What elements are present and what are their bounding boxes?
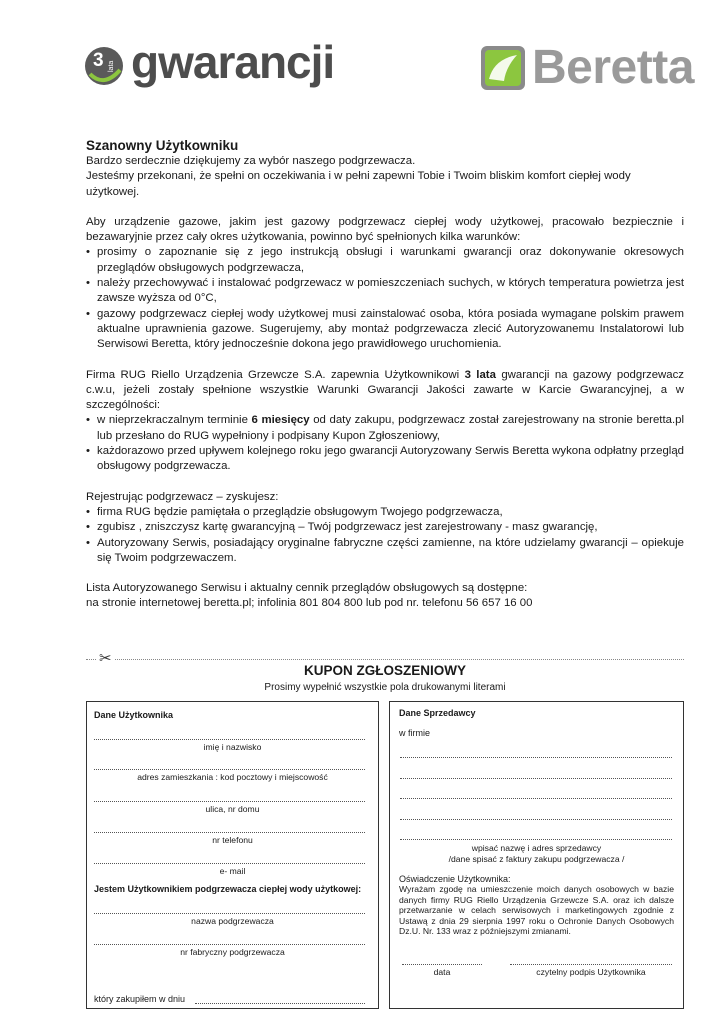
- cut-line: [86, 659, 684, 660]
- name-caption: imię i nazwisko: [203, 742, 262, 752]
- street-caption: ulica, nr domu: [205, 804, 260, 814]
- service-list-note: Lista Autoryzowanego Serwisu i aktualny cennik przeglądów obsługowych są dostępne:: [86, 582, 528, 595]
- company-label: w firmie: [399, 728, 430, 738]
- seller-input-line-4[interactable]: [400, 819, 672, 820]
- beretta-wordmark: Beretta: [532, 41, 694, 94]
- declaration-text: Wyrażam zgodę na umieszczenie moich danych osobowych w bazie danych firmy RUG Riello Urządzenia Grzewcze S.A. oraz ich dalsze przetwarzanie w celach serwisowych i marketingowych zgodnie z Ustawą z dnia 29 sierpnia 1997 roku o Ochronie Danych Osobowych Dz.U. Nr. 133 wraz z późniejszymi zmianami.: [399, 884, 674, 937]
- coupon-title: KUPON ZGŁOSZENIOWY: [304, 663, 466, 678]
- phone-input-line[interactable]: [94, 832, 365, 833]
- benefit-item: • Autoryzowany Serwis, posiadający oryginalne fabryczne części zamienne, na które udzielamy gwarancji – opiekuje się Twoim podgrzewaczem.: [86, 536, 684, 567]
- warranty-conditions-list: [86, 413, 684, 474]
- intro-line-1: Bardzo serdecznie dziękujemy za wybór naszego podgrzewacza.: [86, 155, 416, 167]
- conditions-intro: Aby urządzenie gazowe, jakim jest gazowy podgrzewacz ciepłej wody użytkowej, pracowało bezpiecznie i bezawaryjnie przez cały okres użytkowania, powinno być spełnionych kilka warunków:: [86, 215, 684, 244]
- purchase-date-label: który zakupiłem w dniu: [94, 994, 186, 1004]
- warranty-condition-item: • każdorazowo przed upływem kolejnego roku jego gwarancji Autoryzowany Serwis Beretta wykona odpłatny przegląd obsługowy podgrzewacza.: [86, 444, 684, 475]
- warranty-condition-item: • w nieprzekraczalnym terminie 6 miesięcy od daty zakupu, podgrzewacz został zarejestrowany na stronie beretta.pl lub przesłano do RUG wypełniony i podpisany Kupon Zgłoszeniowy,: [86, 413, 684, 444]
- serial-input-line[interactable]: [94, 944, 365, 945]
- benefits-list: [86, 505, 684, 566]
- address-caption: adres zamieszkania : kod pocztowy i miejscowość: [137, 772, 328, 782]
- date-input-line[interactable]: [402, 964, 482, 965]
- user-data-section: [86, 701, 379, 1009]
- date-caption: data: [433, 967, 451, 977]
- email-caption: e- mail: [219, 866, 246, 876]
- intro-line-2: Jesteśmy przekonani, że spełni on oczekiwania i w pełni zapewni Tobie i Twoim bliskim komfort ciepłej wody użytkowej.: [86, 170, 631, 198]
- address-input-line[interactable]: [94, 769, 365, 770]
- owner-statement: Jestem Użytkownikiem podgrzewacza ciepłej wody użytkowej:: [94, 884, 362, 894]
- device-name-input-line[interactable]: [94, 913, 365, 914]
- email-input-line[interactable]: [94, 863, 365, 864]
- seller-data-section: [389, 701, 684, 1009]
- seller-caption-1: wpisać nazwę i adres sprzedawcy: [471, 843, 602, 853]
- scissors-icon: ✂: [96, 649, 115, 667]
- name-input-line[interactable]: [94, 739, 365, 740]
- conditions-list: [86, 245, 684, 352]
- seller-data-heading: Dane Sprzedawcy: [399, 708, 476, 718]
- seller-input-line-3[interactable]: [400, 798, 672, 799]
- device-name-caption: nazwa podgrzewacza: [191, 916, 274, 926]
- badge-unit: lata: [108, 60, 115, 72]
- street-input-line[interactable]: [94, 801, 365, 802]
- contact-info: na stronie internetowej beretta.pl; infolinia 801 804 800 lub pod nr. telefonu 56 657 16 00: [86, 597, 533, 610]
- letter-body: [86, 137, 684, 612]
- benefit-item: • zgubisz , zniszczysz kartę gwarancyjną – Twój podgrzewacz jest zarejestrowany - masz gwarancję,: [86, 520, 684, 535]
- serial-caption: nr fabryczny podgrzewacza: [180, 947, 285, 957]
- phone-caption: nr telefonu: [212, 835, 253, 845]
- badge-number: 3: [93, 50, 104, 71]
- coupon-subtitle: Prosimy wypełnić wszystkie pola drukowanymi literami: [264, 682, 506, 693]
- seller-caption-2: /dane spisać z faktury zakupu podgrzewacza /: [448, 854, 625, 864]
- condition-item: • gazowy podgrzewacz ciepłej wody użytkowej musi zainstalować osoba, która posiada wymagane polskim prawem aktualne uprawnienia gazowe. Sugerujemy, aby montaż podgrzewacza zlecić Autoryzowanemu Instalatorowi lub Serwisowi Beretta, który jednocześnie dokona jego prawidłowego uruchomienia.: [86, 307, 684, 353]
- user-data-heading: Dane Użytkownika: [94, 710, 174, 720]
- declaration-title: Oświadczenie Użytkownika:: [399, 874, 511, 884]
- seller-input-line-5[interactable]: [400, 839, 672, 840]
- purchase-date-input-line[interactable]: [195, 1003, 365, 1004]
- signature-input-line[interactable]: [510, 964, 672, 965]
- seller-input-line-1[interactable]: [400, 757, 672, 758]
- warranty-wordmark: gwarancji: [131, 36, 335, 88]
- warranty-3-years-badge: [84, 46, 124, 86]
- benefit-item: • firma RUG będzie pamiętała o przeglądzie obsługowym Twojego podgrzewacza,: [86, 505, 684, 520]
- beretta-logo-icon: [480, 45, 526, 91]
- greeting: Szanowny Użytkowniku: [86, 138, 239, 153]
- condition-item: • prosimy o zapoznanie się z jego instrukcją obsługi i warunkami gwarancji oraz dokonywanie okresowych przeglądów obsługowych podgrzewacza,: [86, 245, 684, 276]
- benefits-intro: Rejestrując podgrzewacz – zyskujesz:: [86, 490, 279, 503]
- signature-caption: czytelny podpis Użytkownika: [536, 967, 646, 977]
- seller-input-line-2[interactable]: [400, 778, 672, 779]
- warranty-intro: Firma RUG Riello Urządzenia Grzewcze S.A. zapewnia Użytkownikowi 3 lata gwarancji na gazowy podgrzewacz c.w.u, jeżeli zostały spełnione wszystkie Warunki Gwarancji Jakości zawarte w Karcie Gwarancyjnej, a w szczególności:: [86, 368, 684, 412]
- condition-item: • należy przechowywać i instalować podgrzewacz w pomieszczeniach suchych, w których temperatura powietrza jest zawsze wyższa od 0°C,: [86, 276, 684, 307]
